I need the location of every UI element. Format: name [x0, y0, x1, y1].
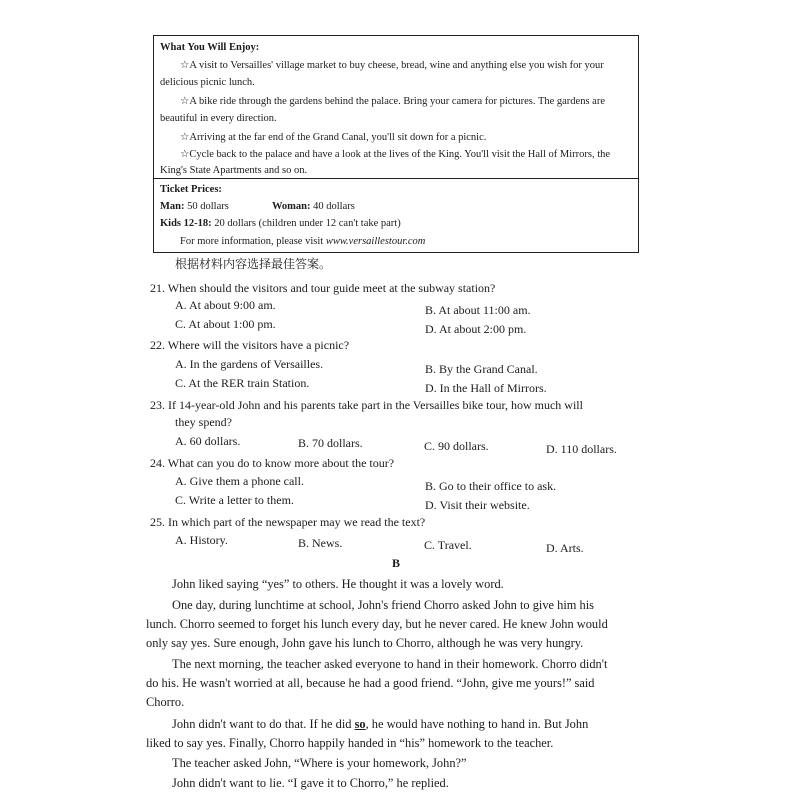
question-23-option-d[interactable]: D. 110 dollars. [546, 442, 617, 456]
question-23-stem: 23. If 14-year-old John and his parents take part in the Versailles bike tour, how much will [150, 398, 583, 412]
question-24-option-c[interactable]: C. Write a letter to them. [175, 493, 294, 507]
underlined-word-so: so [354, 717, 366, 731]
question-21-stem: 21. When should the visitors and tour guide meet at the subway station? [150, 281, 496, 295]
price-kids [160, 217, 401, 230]
passage-line-6: do his. He wasn't worried at all, because he had a good friend. “John, give me yours!” said [146, 676, 595, 690]
enjoy-heading: What You Will Enjoy: [160, 42, 260, 53]
question-25-option-b[interactable]: B. News. [298, 536, 343, 550]
question-24-option-a[interactable]: A. Give them a phone call. [175, 474, 304, 488]
enjoy-item-4-line-2: King's State Apartments and so on. [160, 165, 308, 176]
passage-line-2: One day, during lunchtime at school, John's friend Chorro asked John to give him his [172, 598, 594, 612]
enjoy-item-4-line-1: ☆Cycle back to the palace and have a look at the lives of the King. You'll visit the Hall of Mirrors, the [180, 149, 611, 160]
question-25-option-d[interactable]: D. Arts. [546, 541, 584, 555]
passage-line-8-end: , he would have nothing to hand in. But John [365, 717, 589, 731]
question-25-option-a[interactable]: A. History. [175, 533, 228, 547]
question-25-option-c[interactable]: C. Travel. [424, 538, 472, 552]
passage-line-8 [172, 716, 588, 732]
woman-label: Woman: [272, 201, 311, 212]
question-22-stem: 22. Where will the visitors have a picnic? [150, 338, 350, 352]
question-24-option-d[interactable]: D. Visit their website. [425, 498, 530, 512]
question-21-option-b[interactable]: B. At about 11:00 am. [425, 303, 531, 317]
passage-line-9: liked to say yes. Finally, Chorro happily handed in “his” homework to the teacher. [146, 736, 554, 750]
question-22-option-c[interactable]: C. At the RER train Station. [175, 376, 310, 390]
instruction: 根据材料内容选择最佳答案。 [175, 257, 332, 271]
question-21-option-d[interactable]: D. At about 2:00 pm. [425, 322, 527, 336]
question-23-option-b[interactable]: B. 70 dollars. [298, 436, 363, 450]
prices-heading: Ticket Prices: [160, 184, 222, 195]
question-21-option-c[interactable]: C. At about 1:00 pm. [175, 317, 276, 331]
price-man [160, 200, 229, 213]
enjoy-item-3: ☆Arriving at the far end of the Grand Canal, you'll sit down for a picnic. [180, 132, 487, 143]
info-text: For more information, please visit [180, 236, 326, 247]
question-23-stem-continued: they spend? [175, 415, 232, 429]
woman-value: 40 dollars [310, 201, 355, 212]
passage-line-1: John liked saying “yes” to others. He thought it was a lovely word. [172, 577, 504, 591]
passage-line-8-start: John didn't want to do that. If he did [172, 717, 355, 731]
info-website-link[interactable]: www.versaillestour.com [325, 236, 426, 247]
question-23-option-c[interactable]: C. 90 dollars. [424, 439, 489, 453]
question-23-option-a[interactable]: A. 60 dollars. [175, 434, 241, 448]
enjoy-item-1-line-1: ☆A visit to Versailles' village market to buy cheese, bread, wine and anything else you wish for your [180, 60, 604, 71]
passage-line-3: lunch. Chorro seemed to forget his lunch every day, but he never cared. He knew John would [146, 617, 608, 631]
kids-label: Kids 12-18: [160, 218, 212, 229]
question-24-stem: 24. What can you do to know more about the tour? [150, 456, 395, 470]
question-24-option-b[interactable]: B. Go to their office to ask. [425, 479, 557, 493]
box-divider [153, 178, 639, 179]
question-25-stem: 25. In which part of the newspaper may we read the text? [150, 515, 426, 529]
question-21-option-a[interactable]: A. At about 9:00 am. [175, 298, 276, 312]
passage-line-11: John didn't want to lie. “I gave it to Chorro,” he replied. [172, 776, 449, 790]
man-label: Man: [160, 201, 185, 212]
enjoy-item-1-line-2: delicious picnic lunch. [160, 77, 255, 88]
question-22-option-a[interactable]: A. In the gardens of Versailles. [175, 357, 324, 371]
passage-line-5: The next morning, the teacher asked everyone to hand in their homework. Chorro didn't [172, 657, 608, 671]
price-woman [272, 200, 355, 213]
man-value: 50 dollars [184, 201, 229, 212]
enjoy-item-2-line-2: beautiful in every direction. [160, 113, 277, 124]
passage-line-10: The teacher asked John, “Where is your homework, John?” [172, 756, 467, 770]
passage-line-7: Chorro. [146, 695, 185, 709]
kids-value: 20 dollars (children under 12 can't take part) [211, 218, 401, 229]
enjoy-item-2-line-1: ☆A bike ride through the gardens behind the palace. Bring your camera for pictures. The gardens are [180, 96, 605, 107]
passage-line-4: only say yes. Sure enough, John gave his lunch to Chorro, although he was very hungry. [146, 636, 584, 650]
question-22-option-d[interactable]: D. In the Hall of Mirrors. [425, 381, 547, 395]
section-b-heading: B [392, 556, 401, 570]
more-info [180, 235, 425, 248]
question-22-option-b[interactable]: B. By the Grand Canal. [425, 362, 538, 376]
